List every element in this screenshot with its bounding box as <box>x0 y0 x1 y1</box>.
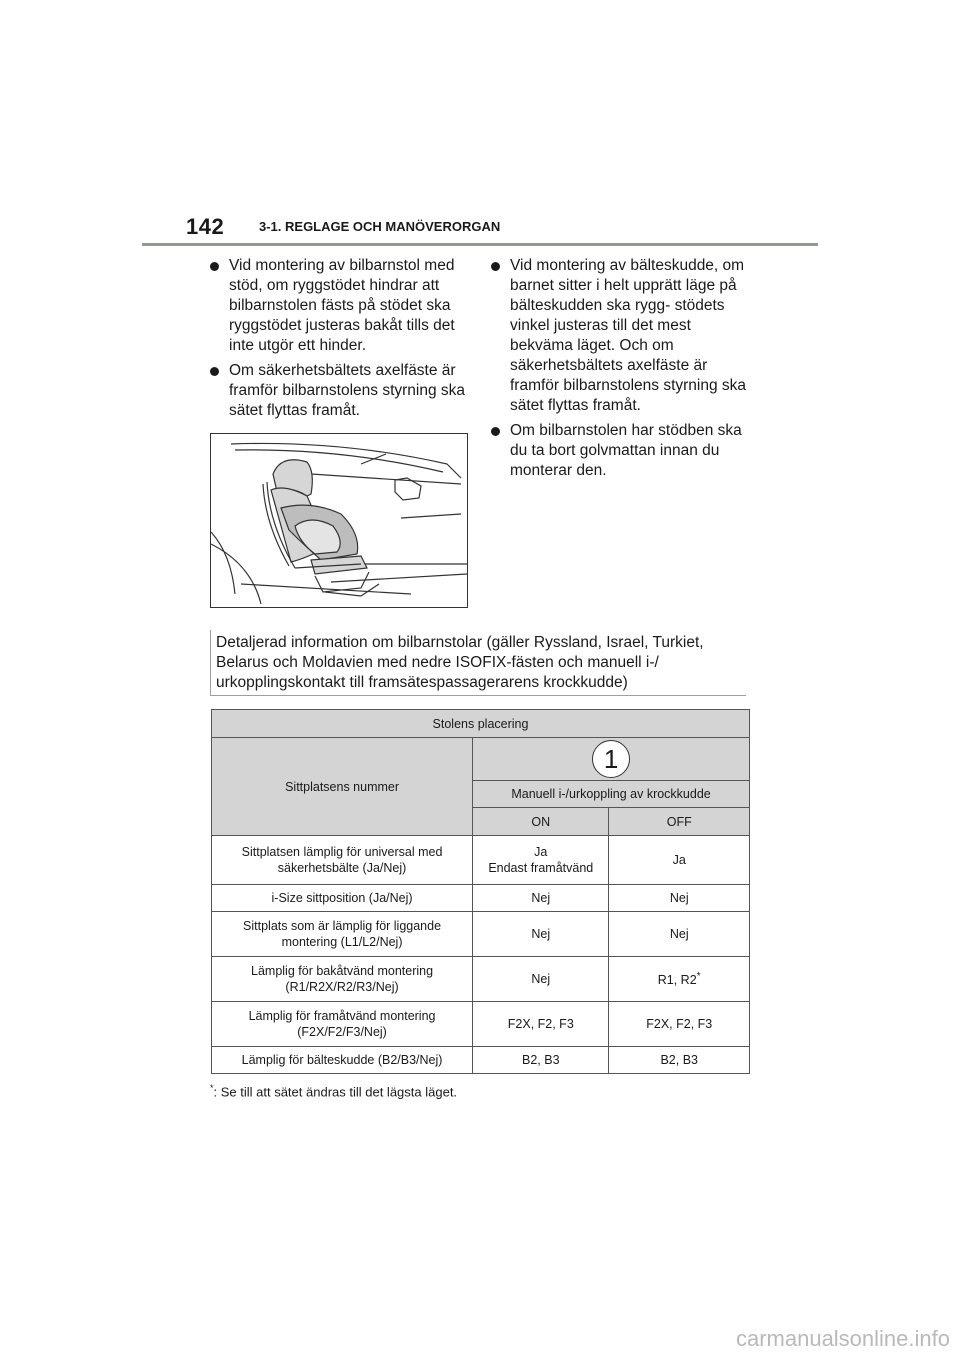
child-seat-table <box>211 709 750 1074</box>
row-label: i-Size sittposition (Ja/Nej) <box>212 885 473 912</box>
right-column <box>491 256 751 486</box>
bullet-dot-icon <box>491 262 500 271</box>
footnote-mark: * <box>696 971 701 983</box>
on-cell <box>473 836 609 885</box>
row-label: Sittplatsen lämplig för universal med säkerhetsbälte (Ja/Nej) <box>212 836 473 885</box>
bullet-text: Om bilbarnstolen har stödben ska du ta bort golvmattan innan du monterar den. <box>510 422 742 479</box>
table-title: Stolens placering <box>212 710 750 738</box>
bullet-text: Vid montering av bilbarnstol med stöd, om ryggstödet hindrar att bilbarnstolen fästs på stödet ska ryggstödet justeras bakåt tills det inte utgör ett hinder. <box>229 257 455 354</box>
table-header-row <box>212 710 750 738</box>
child-seat-illustration <box>210 433 468 608</box>
left-column <box>210 256 470 426</box>
off-cell: B2, B3 <box>609 1047 750 1074</box>
on-cell: Nej <box>473 912 609 957</box>
row-label: Sittplats som är lämplig för liggande montering (L1/L2/Nej) <box>212 912 473 957</box>
row-label: Lämplig för bakåtvänd montering (R1/R2X/R2/R3/Nej) <box>212 957 473 1002</box>
table-row <box>212 912 750 957</box>
page-number: 142 <box>186 214 225 239</box>
on-cell-line: Endast framåtvänd <box>488 861 594 875</box>
off-cell: Ja <box>609 836 750 885</box>
table-row <box>212 1002 750 1047</box>
seat-number-badge: 1 <box>592 740 630 778</box>
table-row <box>212 1047 750 1074</box>
row-label: Lämplig för bälteskudde (B2/B3/Nej) <box>212 1047 473 1074</box>
table-row <box>212 885 750 912</box>
bullet-item <box>210 256 470 356</box>
bullet-text: Om säkerhetsbältets axelfäste är framför bilbarnstolens styrning ska sätet flyttas framåt. <box>229 362 466 419</box>
footnote-text: : Se till att sätet ändras till det lägsta läget. <box>213 1084 458 1100</box>
header-divider <box>142 243 818 246</box>
on-cell: B2, B3 <box>473 1047 609 1074</box>
bullet-dot-icon <box>210 367 219 376</box>
car-interior-drawing <box>211 434 467 607</box>
table-header-row <box>212 738 750 781</box>
off-cell: Nej <box>609 912 750 957</box>
row-label: Lämplig för framåtvänd montering (F2X/F2/F3/Nej) <box>212 1002 473 1047</box>
watermark: carmanualsonline.info <box>735 1326 950 1351</box>
airbag-switch-header: Manuell i-/urkoppling av krockkudde <box>473 781 750 808</box>
bullet-item <box>491 256 751 416</box>
off-cell-value: R1, R2 <box>657 973 697 988</box>
bullet-dot-icon <box>491 427 500 436</box>
footnote <box>210 1083 457 1099</box>
seat-number-label: Sittplatsens nummer <box>212 738 473 836</box>
off-cell: Nej <box>609 885 750 912</box>
bullet-dot-icon <box>210 262 219 271</box>
on-header: ON <box>473 808 609 836</box>
on-cell: F2X, F2, F3 <box>473 1002 609 1047</box>
table-row <box>212 957 750 1002</box>
footnote-mark: * <box>210 1083 214 1093</box>
off-cell: F2X, F2, F3 <box>609 1002 750 1047</box>
on-cell: Nej <box>473 885 609 912</box>
bullet-item <box>491 421 751 481</box>
table-row <box>212 836 750 885</box>
off-header: OFF <box>609 808 750 836</box>
bullet-item <box>210 361 470 421</box>
off-cell <box>609 957 750 1002</box>
on-cell: Nej <box>473 957 609 1002</box>
bullet-text: Vid montering av bälteskudde, om barnet sitter i helt upprätt läge på bälteskudden ska rygg- stödets vinkel justeras till det mest bekväma läget. Och om säkerhetsbältets axelfäste är framför bilbarnstolens styrning ska sätet flyttas framåt. <box>510 257 747 414</box>
section-title: 3-1. REGLAGE OCH MANÖVERORGAN <box>259 219 501 234</box>
info-box: Detaljerad information om bilbarnstolar (gäller Ryssland, Israel, Turkiet, Belarus och Moldavien med nedre ISOFIX-fästen och manuell i-/ urkopplingskontakt till framsätespassagerarens krockkudde) <box>210 630 746 696</box>
seat-number-cell <box>473 738 750 781</box>
on-cell-line: Ja <box>534 845 548 859</box>
